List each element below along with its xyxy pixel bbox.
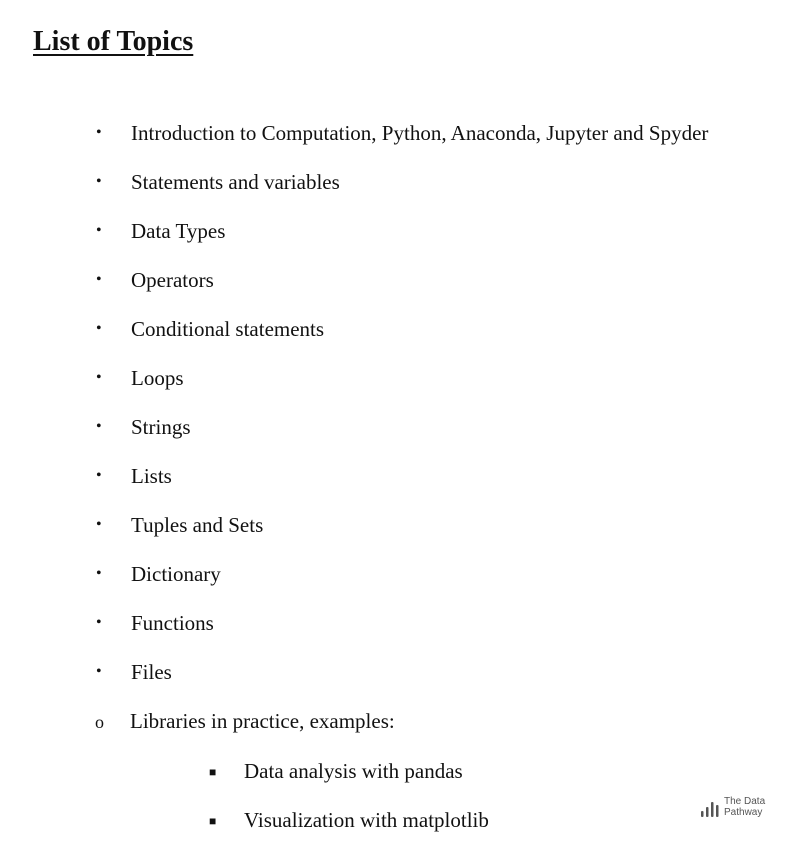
bullet-marker: • xyxy=(96,369,102,386)
list-item-text: Data Types xyxy=(131,219,226,243)
libraries-heading: Libraries in practice, examples: xyxy=(130,709,395,733)
bullet-marker: • xyxy=(96,565,102,582)
list-item-text: Statements and variables xyxy=(131,170,340,194)
square-bullet-marker: ■ xyxy=(209,765,217,779)
list-item-text: Dictionary xyxy=(131,562,221,586)
watermark xyxy=(700,795,780,821)
bullet-marker: • xyxy=(96,663,102,680)
watermark-text xyxy=(724,796,765,818)
square-bullet-marker: ■ xyxy=(209,814,217,828)
library-item-text: Data analysis with pandas xyxy=(244,759,463,783)
bar-chart-icon xyxy=(700,797,722,819)
bullet-marker: • xyxy=(96,173,102,190)
library-item-text: Visualization with matplotlib xyxy=(244,808,489,832)
list-item-text: Files xyxy=(131,660,172,684)
bullet-marker: • xyxy=(96,467,102,484)
list-item-text: Strings xyxy=(131,415,191,439)
list-item-text: Functions xyxy=(131,611,214,635)
list-item-text: Conditional statements xyxy=(131,317,325,341)
bullet-marker: • xyxy=(96,222,102,239)
list-item-text: Introduction to Computation, Python, Anaconda, Jupyter and Spyder xyxy=(131,121,709,145)
watermark-line-1: The Data xyxy=(724,796,766,807)
list-item-text: Lists xyxy=(131,464,172,488)
bullet-marker: • xyxy=(96,124,102,141)
bullet-marker: • xyxy=(96,320,102,337)
watermark-line-2: Pathway xyxy=(724,807,763,818)
list-item-text: Operators xyxy=(131,268,214,292)
page-title: List of Topics xyxy=(33,26,194,57)
bullet-marker: • xyxy=(96,418,102,435)
bullet-marker: • xyxy=(96,614,102,631)
bullet-marker: • xyxy=(96,271,102,288)
list-item-text: Loops xyxy=(131,366,184,390)
circle-bullet-marker: o xyxy=(95,712,104,732)
list-item-text: Tuples and Sets xyxy=(131,513,264,537)
bullet-marker: • xyxy=(96,516,102,533)
